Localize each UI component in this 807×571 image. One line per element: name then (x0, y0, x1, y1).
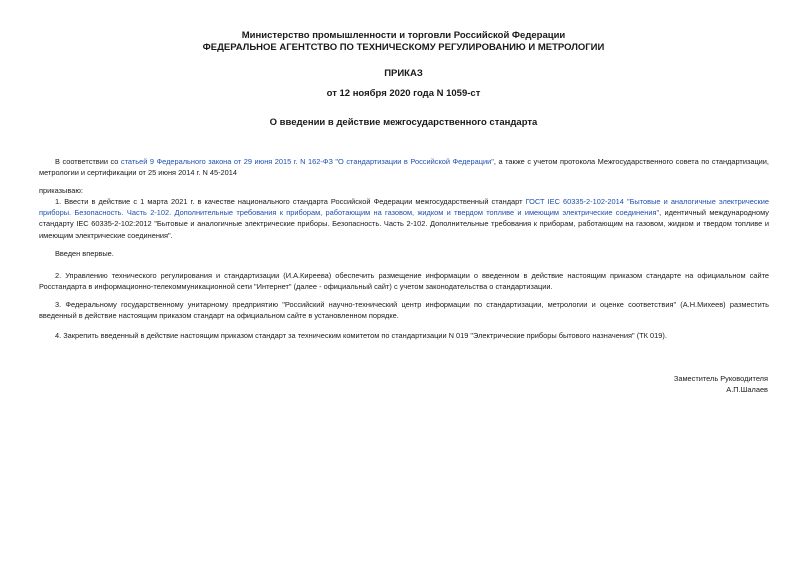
federal-law-link[interactable]: статьей 9 Федерального закона от 29 июня 2015 г. N 162-ФЗ "О стандартизации в Российской Федерации" (120, 157, 494, 166)
intro-paragraph (39, 156, 769, 178)
order-heading: ПРИКАЗ (384, 68, 423, 79)
prikazyvayu-text: приказываю: (39, 186, 83, 195)
signatory-name: А.П.Шалаев (726, 385, 768, 394)
item-4-paragraph: 4. Закрепить введенный в действие настоящим приказом стандарт за техническим комитетом по стандартизации N 019 "Электрические приборы бытового назначения" (ТК 019). (55, 331, 667, 340)
document-title: О введении в действие межгосударственного стандарта (269, 117, 538, 128)
item-3-paragraph: 3. Федеральному государственному унитарному предприятию "Российский научно-технический центр информации по стандартизации, метрологии и оценке соответствия" (А.Н.Михеев) разместить введенный в действие настоящим приказом стандарт на официальном сайте в установленном порядке. (39, 300, 769, 321)
item-1-suffix: , идентичный международному стандарту IEC 60335-2-102:2012 "Бытовые и аналогичные электрические приборы. Безопасность. Часть 2-102. Дополнительные требования к приборам, работающим на газовом, жидком и твердом топливе и имеющим электрические соединения". (39, 208, 769, 240)
intro-prefix: В соответствии со (55, 157, 121, 166)
item-1-prefix: 1. Ввести в действие с 1 марта 2021 г. в качестве национального стандарта Российской Федерации межгосударственный стандарт (55, 197, 526, 206)
ministry-name: Министерство промышленности и торговли Российской Федерации (241, 30, 566, 41)
item-1-paragraph (39, 196, 769, 241)
signatory-position: Заместитель Руководителя (673, 374, 768, 383)
first-time-note: Введен впервые. (55, 249, 114, 258)
order-date: от 12 ноября 2020 года N 1059-ст (326, 88, 481, 99)
gost-standard-link[interactable]: ГОСТ IEC 60335-2-102-2014 "Бытовые и аналогичные электрические приборы. Безопасность. Часть 2-102. Дополнительные требования к приборам, работающим на газовом, жидком и твердом топливе и имеющим электрические соединения" (39, 197, 769, 218)
item-2-paragraph: 2. Управлению технического регулирования и стандартизации (И.А.Киреева) обеспечить размещение информации о введенном в действие настоящим приказом стандарте на официальном сайте Росстандарта в информационно-телекоммуникационной сети "Интернет" (далее - официальный сайт) с учетом законодательства о стандартизации. (39, 271, 769, 292)
intro-suffix: , а также с учетом протокола Межгосударственного совета по стандартизации, метрологии и сертификации от 25 июня 2014 г. N 45-2014 (39, 157, 769, 178)
agency-name: ФЕДЕРАЛЬНОЕ АГЕНТСТВО ПО ТЕХНИЧЕСКОМУ РЕГУЛИРОВАНИЮ И МЕТРОЛОГИИ (202, 42, 605, 53)
